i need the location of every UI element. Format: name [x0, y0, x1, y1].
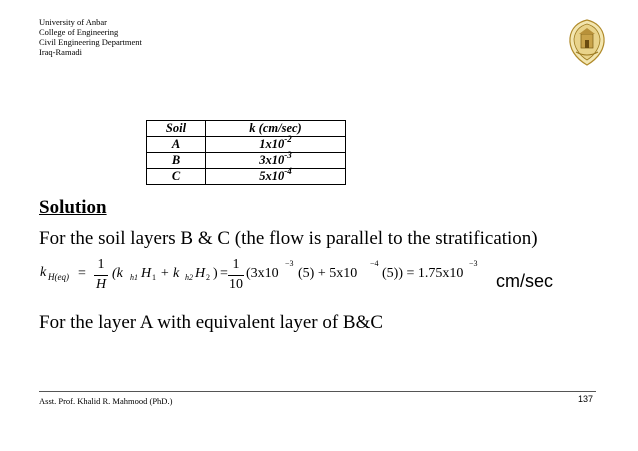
eq-frac2-denominator: 10: [229, 277, 243, 292]
eq-close-paren: ): [213, 266, 218, 281]
eq-H2-subscript: 2: [206, 273, 210, 282]
header-college: College of Engineering: [39, 27, 119, 37]
table-cell-k: $3x10^{-3}$: [206, 153, 346, 169]
eq-frac1-bar: [94, 275, 108, 276]
table-cell-k: $1x10^{-2}$: [206, 137, 346, 153]
eq-frac2-numerator: 1: [232, 257, 240, 272]
table-row: [147, 153, 346, 169]
eq-equals-1: =: [78, 266, 86, 281]
eq-k: k: [40, 265, 47, 280]
eq-term2b: (5)) = 1.75x10: [382, 266, 464, 281]
eq-term1b: (5) + 5x10: [298, 266, 358, 281]
table-cell-soil: A: [147, 137, 206, 153]
eq-term1-exponent: −3: [285, 259, 294, 268]
eq-frac1-denominator: H: [95, 277, 107, 292]
table-cell-soil: C: [147, 169, 206, 185]
solution-heading: Solution: [39, 197, 107, 218]
eq-unit: cm/sec: [496, 271, 554, 291]
table-header-row: [147, 121, 346, 137]
soil-permeability-table: [146, 120, 346, 185]
footer-author: Asst. Prof. Khalid R. Mahmood (PhD.): [39, 396, 173, 406]
eq-H1-subscript: 1: [152, 273, 156, 282]
eq-H1: H: [141, 266, 152, 281]
eq-result-exponent: −3: [469, 259, 478, 268]
footer-divider: [39, 391, 596, 392]
table-header-k: k (cm/sec): [206, 121, 346, 137]
header-university: University of Anbar: [39, 17, 107, 27]
header-location: Iraq-Ramadi: [39, 47, 82, 57]
eq-open-k: (k: [112, 266, 123, 281]
eq-H2: H: [195, 266, 206, 281]
university-seal-icon: [566, 18, 608, 68]
eq-h1-subscript: h1: [130, 273, 138, 282]
table-cell-k: $5x10^{-4}$: [206, 169, 346, 185]
eq-term1: (3x10: [246, 266, 279, 281]
eq-term2-exponent: −4: [370, 259, 379, 268]
table-row: [147, 169, 346, 185]
table-header-soil: Soil: [147, 121, 206, 137]
solution-text-line2: For the layer A with equivalent layer of B&C: [39, 312, 384, 333]
table-row: [147, 137, 346, 153]
table-cell-soil: B: [147, 153, 206, 169]
header-department: Civil Engineering Department: [39, 37, 142, 47]
eq-h2-subscript: h2: [185, 273, 193, 282]
page-number: 137: [578, 394, 594, 404]
eq-frac2-bar: [228, 275, 244, 276]
solution-text-line1: For the soil layers B & C (the flow is parallel to the stratification): [39, 228, 538, 249]
eq-frac1-numerator: 1: [97, 257, 105, 272]
eq-k-subscript: H(eq): [48, 272, 69, 282]
eq-plus-k: + k: [160, 266, 180, 281]
eq-equals-2: =: [220, 266, 228, 281]
